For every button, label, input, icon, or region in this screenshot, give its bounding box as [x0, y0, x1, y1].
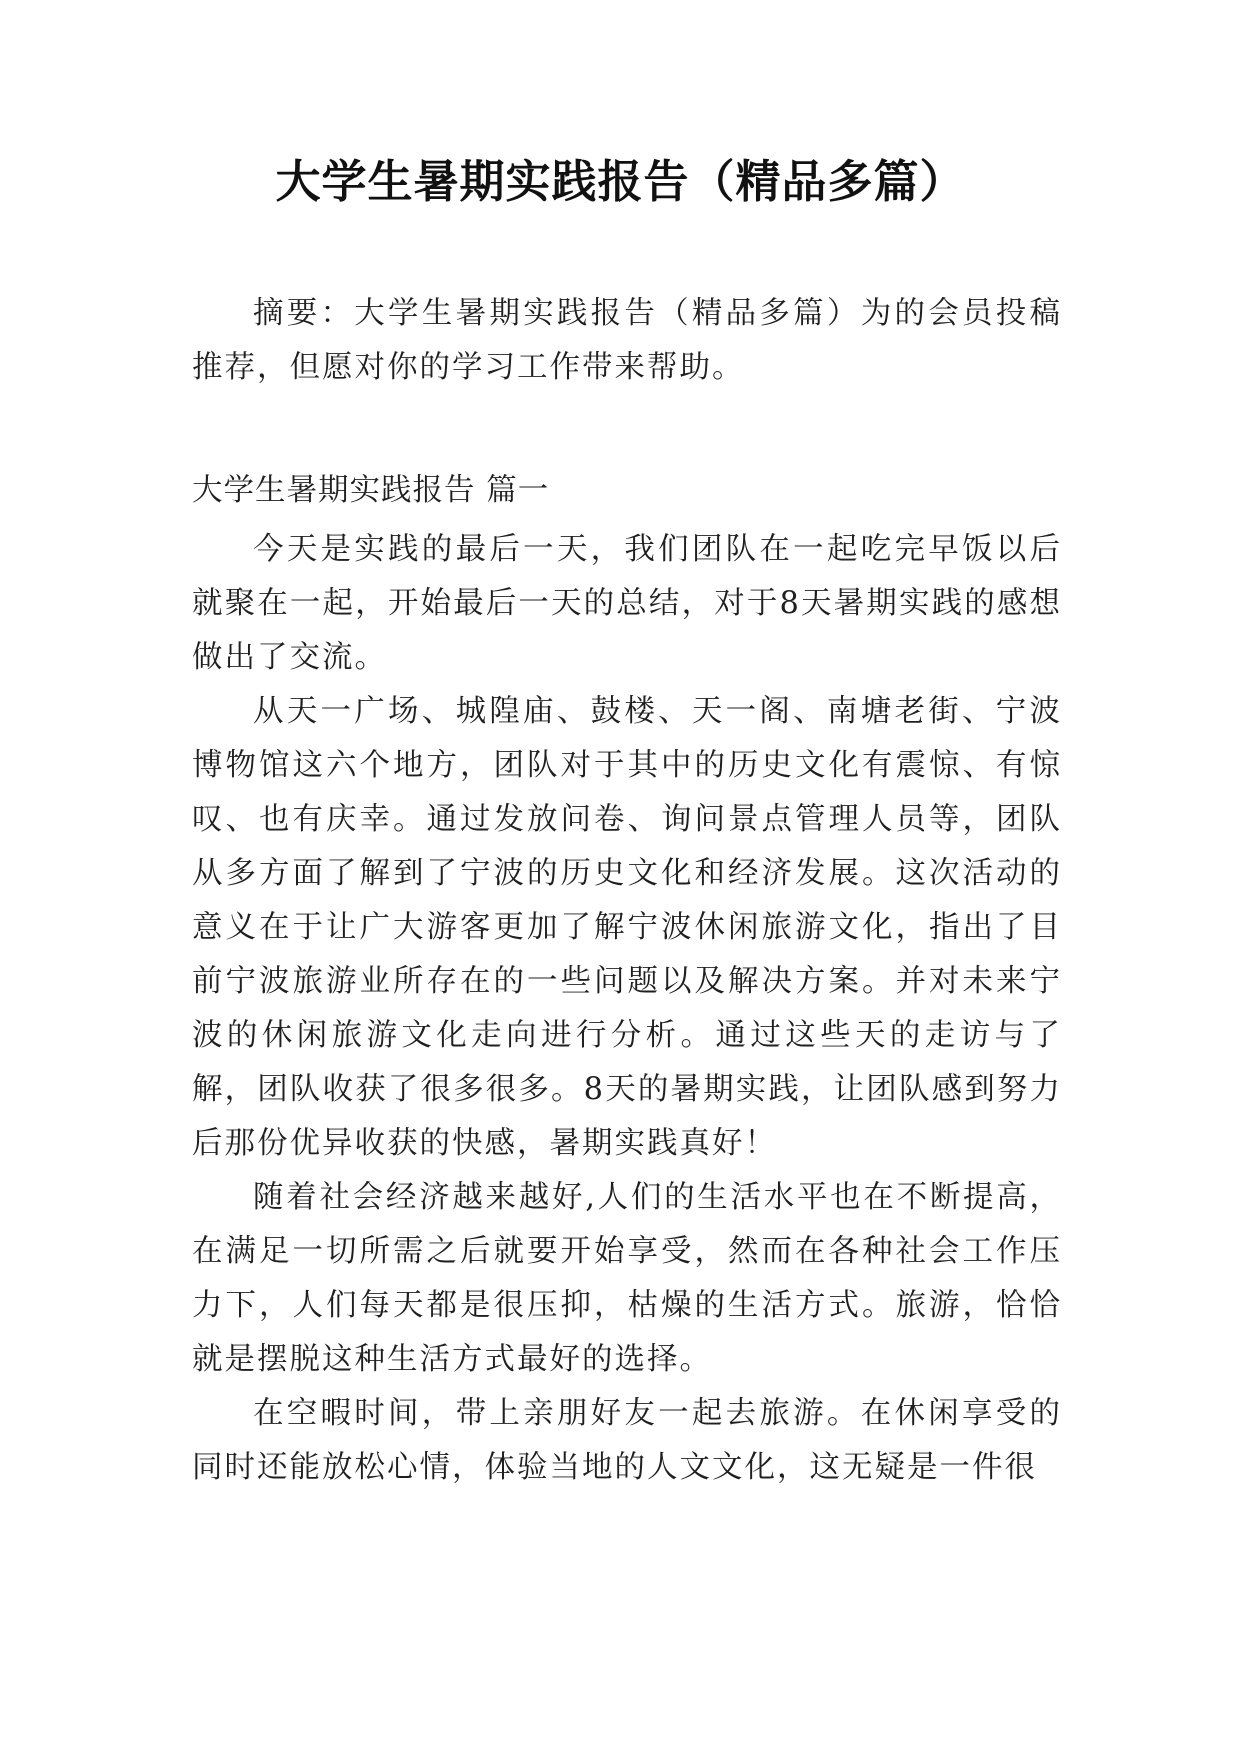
section-content	[192, 523, 1062, 1495]
paragraph: 今天是实践的最后一天，我们团队在一起吃完早饭以后就聚在一起，开始最后一天的总结，对于8天暑期实践的感想做出了交流。	[192, 532, 1062, 675]
abstract-block	[192, 287, 1062, 395]
paragraph: 随着社会经济越来越好,人们的生活水平也在不断提高，在满足一切所需之后就要开始享受，然而在各种社会工作压力下，人们每天都是很压抑，枯燥的生活方式。旅游，恰恰就是摆脱这种生活方式最好的选择。	[192, 1180, 1062, 1377]
section-heading: 大学生暑期实践报告 篇一	[192, 473, 550, 508]
abstract-paragraph: 摘要：大学生暑期实践报告（精品多篇）为的会员投稿推荐，但愿对你的学习工作带来帮助。	[192, 296, 1062, 385]
paragraph: 从天一广场、城隍庙、鼓楼、天一阁、南塘老街、宁波博物馆这六个地方，团队对于其中的历史文化有震惊、有惊叹、也有庆幸。通过发放问卷、询问景点管理人员等，团队从多方面了解到了宁波的历史文化和经济发展。这次活动的意义在于让广大游客更加了解宁波休闲旅游文化，指出了目前宁波旅游业所存在的一些问题以及解决方案。并对未来宁波的休闲旅游文化走向进行分析。通过这些天的走访与了解，团队收获了很多很多。8天的暑期实践，让团队感到努力后那份优异收获的快感，暑期实践真好！	[192, 694, 1062, 1161]
document-title: 大学生暑期实践报告（精品多篇）	[275, 155, 966, 208]
paragraph: 在空暇时间，带上亲朋好友一起去旅游。在休闲享受的同时还能放松心情，体验当地的人文文化，这无疑是一件很	[192, 1396, 1062, 1485]
